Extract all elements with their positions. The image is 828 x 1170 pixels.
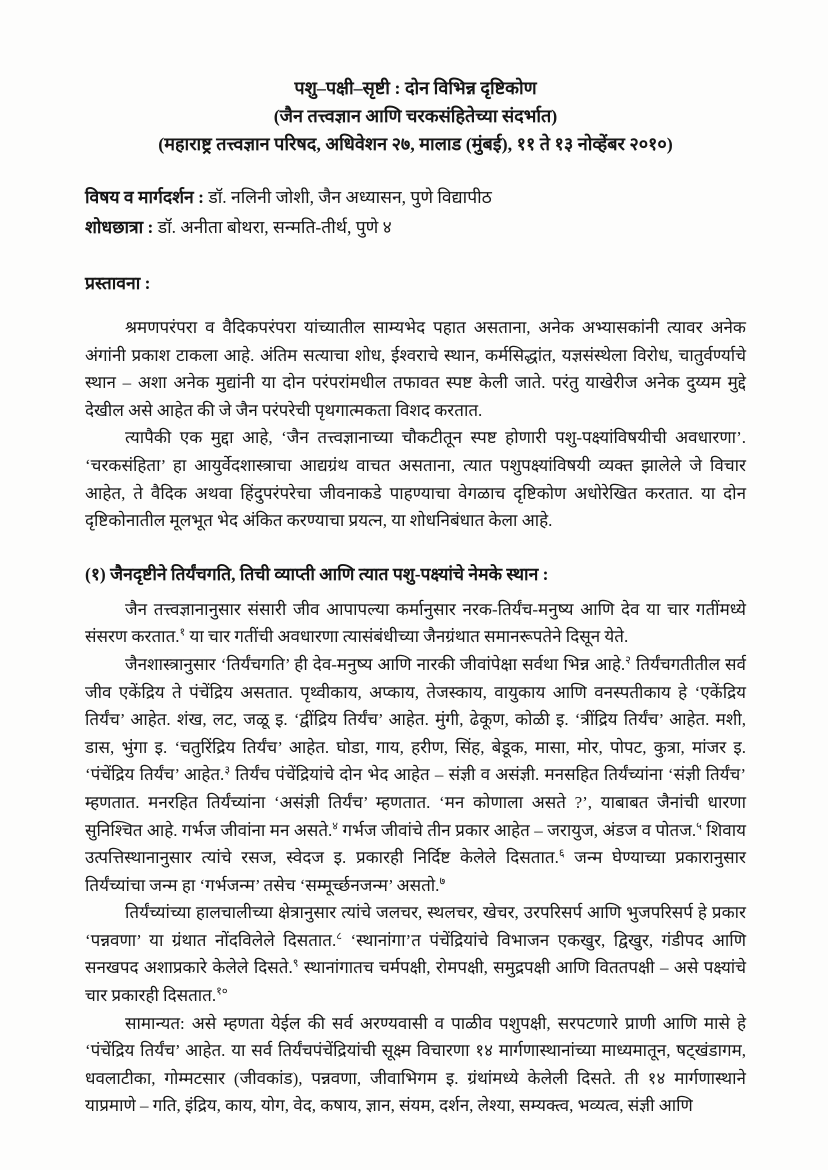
footnote-marker: ३: [224, 764, 231, 777]
footnote-marker: १०: [216, 985, 228, 998]
page-title: पशु–पक्षी–सृष्टी : दोन विभिन्न दृष्टिकोण: [294, 78, 537, 98]
section1-paragraph-1: [85, 596, 746, 651]
guide-label: विषय व मार्गदर्शन :: [85, 187, 204, 207]
paragraph-text: जन्म घेण्याच्या प्रकारानुसार तिर्यंच्यांचा जन्म हा ‘गर्भजन्म’ तसेच ‘सम्मूर्च्छनजन्म’ असतो.: [85, 848, 746, 895]
paragraph-text: या चार गतींची अवधारणा त्यासंबंधीच्या जैनग्रंथात समानरूपतेने दिसून येते.: [185, 627, 629, 647]
paragraph-text: तिर्यंचगतीतील सर्व जीव एकेंद्रिय ते पंचेंद्रिय असतात. पृथ्वीकाय, अप्काय, तेजस्काय, वायुकाय आणि वनस्पतीकाय हे ‘एकेंद्रिय तिर्यंच’ आहेत. शंख, लट, जळू इ. ‘द्वींद्रिय तिर्यंच’ आहेत. मुंगी, ढेकूण, कोळी इ. ‘त्रींद्रिय तिर्यंच’ आहेत. मशी, डास, भुंगा इ. ‘चतुरिंद्रिय तिर्यंच’ आहेत. घोडा, गाय, हरीण, सिंह, बेडूक, मासा, मोर, पोपट, कुत्रा, मांजर इ. ‘पंचेंद्रिय तिर्यंच’ आहेत.: [85, 654, 746, 785]
footnote-marker: १: [179, 626, 186, 639]
paragraph-text: जैन तत्त्वज्ञानानुसार संसारी जीव आपापल्या कर्मानुसार नरक-तिर्यंच-मनुष्य आणि देव या चार गतींमध्ये संसरण करतात.: [85, 599, 746, 647]
section1-paragraph-3: [85, 899, 746, 1009]
footnote-marker: ५: [696, 819, 702, 832]
author-block: [85, 182, 746, 242]
footnote-marker: २: [625, 654, 631, 667]
title-block: [85, 74, 746, 158]
paragraph-text: सामान्यत: असे म्हणता येईल की सर्व अरण्यवासी व पाळीव पशुपक्षी, सरपटणारे प्राणी आणि मासे हे ‘पंचेंद्रिय तिर्यंच’ आहेत. या सर्व तिर्यंचपंचेंद्रियांची सूक्ष्म विचारणा १४ मार्गणास्थानांच्या माध्यमातून, षट्खंडागम, धवलाटीका, गोम्मटसार (जीवकांड), पन्नवणा, जीवाभिगम इ. ग्रंथांमध्ये केलेली दिसते. ती १४ मार्गणास्थाने याप्रमाणे – गति, इंद्रिय, काय, योग, वेद, कषाय, ज्ञान, संयम, दर्शन, लेश्या, सम्यक्त्व, भव्यत्व, संज्ञी आणि: [85, 1013, 746, 1116]
footnote-marker: ८: [336, 930, 342, 943]
footnote-marker: ४: [332, 819, 339, 832]
paragraph-text: ‘स्थानांगा’त पंचेंद्रियांचे विभाजन एकखुर, द्विखुर, गंडीपद आणि सनखपद अशाप्रकारे केलेले दिसते.: [85, 930, 746, 978]
scholar-value: डॉ. अनीता बोथरा, सन्मति-तीर्थ, पुणे ४: [153, 217, 392, 237]
section1-paragraph-2: [85, 651, 746, 899]
paragraph-text: शिवाय उत्पत्तिस्थानानुसार त्यांचे रसज, स्वेदज इ. प्रकारही निर्दिष्ट केलेले दिसतात.: [85, 820, 746, 868]
footnote-marker: ७: [439, 875, 446, 888]
section1-heading: (१) जैनदृष्टीने तिर्यंचगति, तिची व्याप्ती आणि त्यात पशु-पक्ष्यांचे नेमके स्थान :: [85, 563, 549, 584]
scholar-line: [85, 212, 746, 242]
paragraph-text: जैनशास्त्रानुसार ‘तिर्यंचगति’ ही देव-मनुष्य आणि नारकी जीवांपेक्षा सर्वथा भिन्न आहे.: [125, 654, 626, 674]
conference-line: (महाराष्ट्र तत्त्वज्ञान परिषद, अधिवेशन २७, मालाड (मुंबई), ११ ते १३ नोव्हेंबर २०१०): [158, 134, 673, 154]
paragraph-text: गर्भज जीवांचे तीन प्रकार आहेत – जरायुज, अंडज व पोतज.: [338, 820, 697, 840]
footnote-marker: ६: [558, 847, 565, 860]
intro-paragraph-1: श्रमणपरंपरा व वैदिकपरंपरा यांच्यातील साम्यभेद पहात असताना, अनेक अभ्यासकांनी त्यावर अनेक अंगांनी प्रकाश टाकला आहे. अंतिम सत्याचा शोध, ईश्वराचे स्थान, कर्मसिद्धांत, यज्ञसंस्थेला विरोध, चातुर्वर्ण्याचे स्थान – अशा अनेक मुद्यांनी या दोन परंपरांमधील तफावत स्पष्ट केली जाते. परंतु याखेरीज अनेक दुय्यम मुद्दे देखील असे आहेत की जे जैन परंपरेची पृथगात्मकता विशद करतात.: [85, 318, 746, 420]
footnote-marker: ९: [292, 957, 299, 970]
guide-line: [85, 182, 746, 212]
paragraph-text: स्थानांगातच चर्मपक्षी, रोमपक्षी, समुद्रपक्षी आणि विततपक्षी – असे पक्ष्यांचे चार प्रकारही दिसतात.: [85, 958, 746, 1006]
section1-paragraph-4: [85, 1010, 746, 1120]
guide-value: डॉ. नलिनी जोशी, जैन अध्यासन, पुणे विद्यापीठ: [203, 187, 492, 207]
page-subtitle: (जैन तत्त्वज्ञान आणि चरकसंहितेच्या संदर्भात): [273, 106, 558, 126]
scholar-label: शोधछात्रा :: [85, 217, 154, 237]
intro-paragraph-2: त्यापैकी एक मुद्दा आहे, ‘जैन तत्त्वज्ञानाच्या चौकटीतून स्पष्ट होणारी पशु-पक्ष्यांविषयीची अवधारणा’. ‘चरकसंहिता’ हा आयुर्वेदशास्त्राचा आद्यग्रंथ वाचत असताना, त्यात पशुपक्ष्यांविषयी व्यक्त झालेले जे विचार आहेत, ते वैदिक अथवा हिंदुपरंपरेचा जीवनाकडे पाहण्याचा वेगळाच दृष्टिकोण अधोरेखित करतात. या दोन दृष्टिकोनातील मूलभूत भेद अंकित करण्याचा प्रयत्न, या शोधनिबंधात केला आहे.: [85, 428, 746, 531]
paragraph-text: तिर्यंच्यांच्या हालचालीच्या क्षेत्रानुसार त्यांचे जलचर, स्थलचर, खेचर, उरपरिसर्प आणि भुजपरिसर्प हे प्रकार ‘पन्नवणा’ या ग्रंथात नोंदविलेले दिसतात.: [85, 903, 746, 950]
intro-heading: प्रस्तावना :: [85, 273, 151, 293]
paragraph-text: तिर्यंच पंचेंद्रियांचे दोन भेद आहेत – संज्ञी व असंज्ञी. मनसहित तिर्यंच्यांना ‘संज्ञी तिर्यंच’ म्हणतात. मनरहित तिर्यंच्यांना ‘असंज्ञी तिर्यंच’ म्हणतात. ‘मन कोणाला असते ?’, याबाबत जैनांची धारणा सुनिश्चित आहे. गर्भज जीवांना मन असते.: [85, 765, 746, 840]
spacer: [85, 305, 746, 314]
